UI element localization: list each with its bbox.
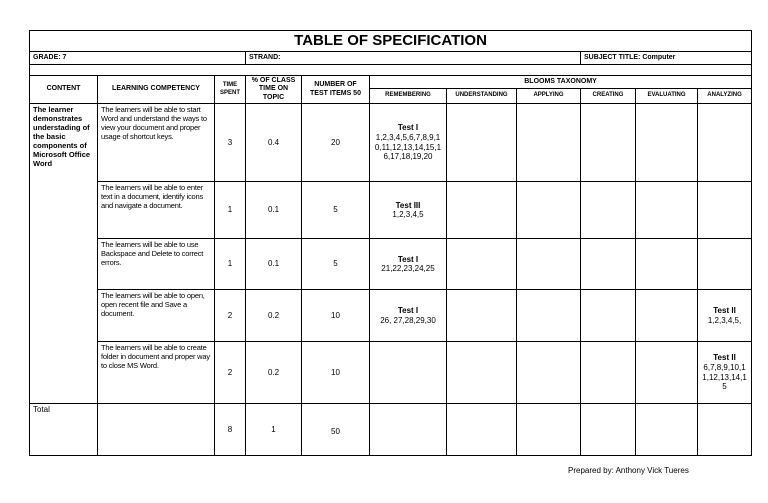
evaluating-cell — [636, 182, 698, 239]
document-title: TABLE OF SPECIFICATION — [30, 31, 752, 52]
specification-table — [29, 30, 752, 456]
understanding-cell — [447, 182, 517, 239]
test-items-cell: 10 — [302, 290, 370, 342]
time-spent-cell: 1 — [215, 239, 246, 290]
remembering-cell — [370, 182, 447, 239]
header-blooms-taxonomy: BLOOMS TAXONOMY — [370, 76, 752, 89]
test-name: Test II — [713, 353, 736, 363]
competency-cell: The learners will be able to enter text in a document, identify icons and navigate a document. — [98, 182, 215, 239]
percent-time-cell: 0.4 — [246, 104, 302, 182]
time-spent-cell: 2 — [215, 290, 246, 342]
competency-cell: The learners will be able to open, open recent file and Save a document. — [98, 290, 215, 342]
percent-time-cell: 0.2 — [246, 342, 302, 404]
test-items-cell: 5 — [302, 239, 370, 290]
competency-cell: The learners will be able to use Backspace and Delete to correct errors. — [98, 239, 215, 290]
total-percent-cell: 1 — [246, 404, 302, 456]
test-name: Test I — [397, 306, 419, 316]
understanding-cell — [447, 342, 517, 404]
total-time-cell: 8 — [215, 404, 246, 456]
test-name: Test II — [713, 306, 736, 316]
applying-cell — [517, 290, 581, 342]
table-row — [30, 104, 752, 182]
header-time-spent: TIME SPENT — [215, 76, 246, 104]
test-name: Test III — [395, 200, 421, 210]
time-spent-cell: 3 — [215, 104, 246, 182]
table-row — [30, 342, 752, 404]
test-items-cell: 10 — [302, 342, 370, 404]
evaluating-cell — [636, 290, 698, 342]
test-items-cell: 20 — [302, 104, 370, 182]
creating-cell — [581, 182, 636, 239]
total-applying-cell — [517, 404, 581, 456]
test-item-numbers: 1,2,3,4,5, — [707, 315, 742, 325]
applying-cell — [517, 239, 581, 290]
header-content: CONTENT — [30, 76, 98, 104]
analyzing-cell — [698, 239, 752, 290]
table-row — [30, 239, 752, 290]
percent-time-cell: 0.1 — [246, 182, 302, 239]
header-number-of-items: NUMBER OF TEST ITEMS 50 — [302, 76, 370, 104]
time-spent-cell: 2 — [215, 342, 246, 404]
prepared-by: Prepared by: Anthony Vick Tueres — [568, 466, 689, 475]
understanding-cell — [447, 239, 517, 290]
header-learning-competency: LEARNING COMPETENCY — [98, 76, 215, 104]
table-row — [30, 182, 752, 239]
analyzing-cell — [698, 182, 752, 239]
evaluating-cell — [636, 342, 698, 404]
header-understanding: UNDERSTANDING — [447, 88, 517, 104]
total-items-cell: 50 — [302, 404, 370, 456]
header-applying: APPLYING — [517, 88, 581, 104]
test-item-numbers: 6,7,8,9,10,11,12,13,14,15 — [702, 363, 747, 392]
header-percent-time: % OF CLASS TIME ON TOPIC — [246, 76, 302, 104]
table-row — [30, 290, 752, 342]
grade-label: GRADE: 7 — [30, 52, 246, 65]
analyzing-cell — [698, 342, 752, 404]
understanding-cell — [447, 104, 517, 182]
remembering-cell — [370, 104, 447, 182]
test-name: Test I — [397, 254, 419, 264]
test-item-numbers: 21,22,23,24,25 — [381, 264, 435, 274]
total-analyzing-cell — [698, 404, 752, 456]
analyzing-cell — [698, 104, 752, 182]
remembering-cell — [370, 342, 447, 404]
creating-cell — [581, 290, 636, 342]
remembering-cell — [370, 290, 447, 342]
subject-title-label: SUBJECT TITLE: Computer — [581, 52, 752, 65]
total-competency-cell — [98, 404, 215, 456]
test-name: Test I — [397, 123, 419, 133]
header-remembering: REMEMBERING — [370, 88, 447, 104]
applying-cell — [517, 104, 581, 182]
header-evaluating: EVALUATING — [636, 88, 698, 104]
content-description: The learner demonstrates understading of the basic components of Microsoft Office Word — [30, 104, 98, 404]
creating-cell — [581, 239, 636, 290]
applying-cell — [517, 182, 581, 239]
creating-cell — [581, 104, 636, 182]
creating-cell — [581, 342, 636, 404]
test-item-numbers: 26, 27,28,29,30 — [380, 315, 436, 325]
evaluating-cell — [636, 104, 698, 182]
evaluating-cell — [636, 239, 698, 290]
percent-time-cell: 0.2 — [246, 290, 302, 342]
total-remembering-cell — [370, 404, 447, 456]
total-understanding-cell — [447, 404, 517, 456]
header-analyzing: ANALYZING — [698, 88, 752, 104]
understanding-cell — [447, 290, 517, 342]
test-item-numbers: 1,2,3,4,5,6,7,8,9,10,11,12,13,14,15,16,17,18,19,20 — [374, 133, 442, 162]
time-spent-cell: 1 — [215, 182, 246, 239]
percent-time-cell: 0.1 — [246, 239, 302, 290]
applying-cell — [517, 342, 581, 404]
header-creating: CREATING — [581, 88, 636, 104]
total-label: Total — [30, 404, 98, 456]
analyzing-cell — [698, 290, 752, 342]
total-creating-cell — [581, 404, 636, 456]
strand-label: STRAND: — [246, 52, 581, 65]
test-items-cell: 5 — [302, 182, 370, 239]
total-row — [30, 404, 752, 456]
competency-cell: The learners will be able to create folder in document and proper way to close MS Word. — [98, 342, 215, 404]
spacer-row — [30, 65, 752, 76]
remembering-cell — [370, 239, 447, 290]
test-item-numbers: 1,2,3,4,5 — [392, 210, 424, 220]
total-evaluating-cell — [636, 404, 698, 456]
competency-cell: The learners will be able to start Word and understand the ways to view your document and proper usage of shortcut keys. — [98, 104, 215, 182]
